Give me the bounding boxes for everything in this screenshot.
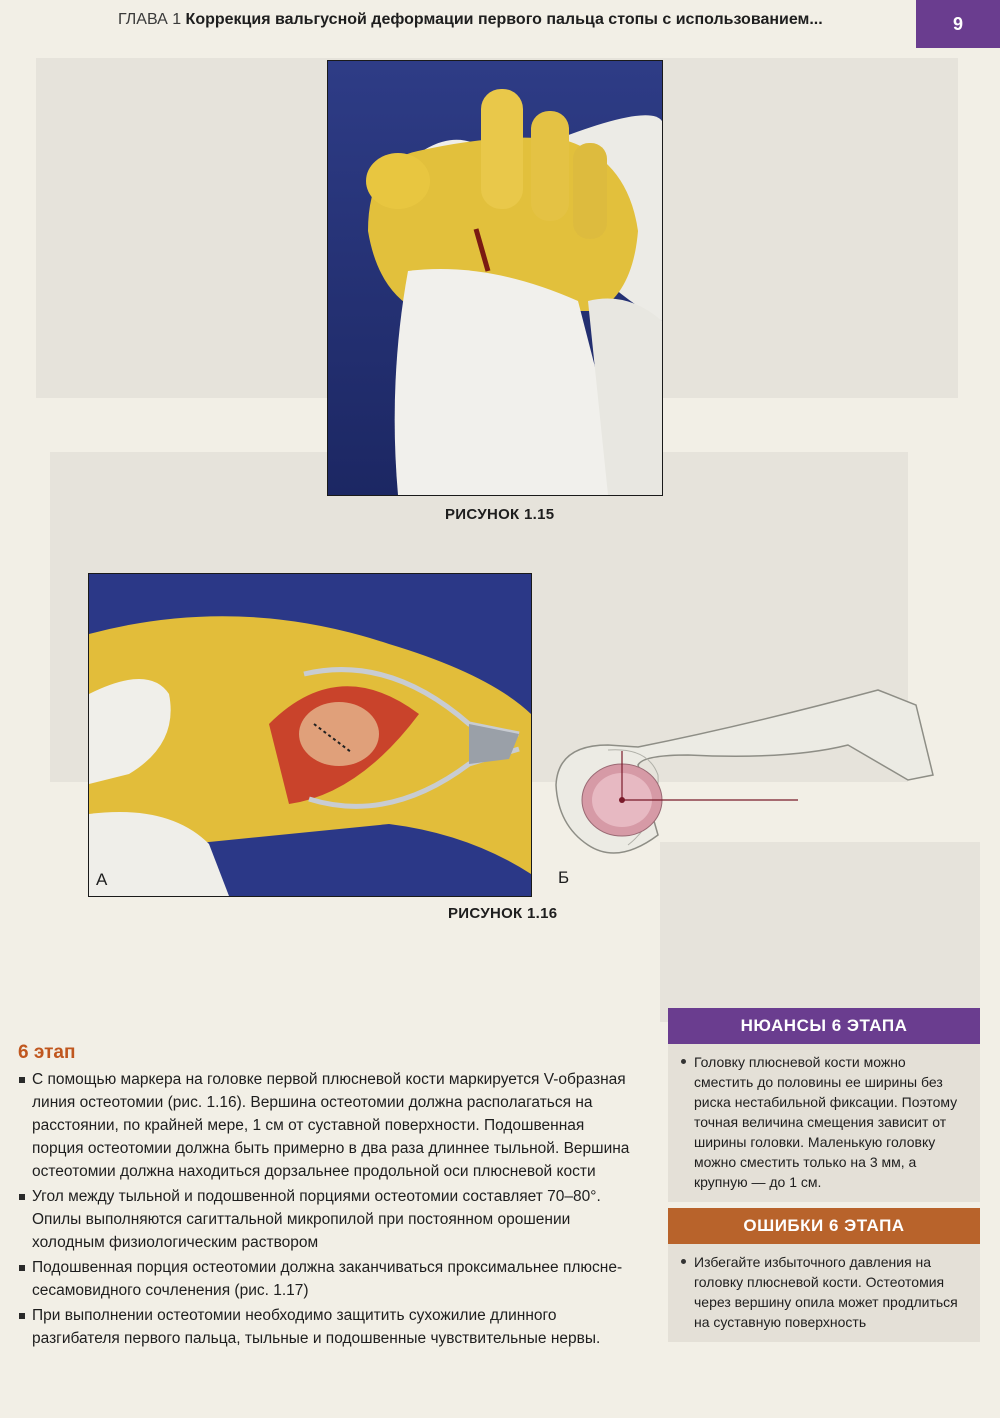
list-item: Подошвенная порция остеотомии должна заканчиваться проксимальнее плюсне-сесамовидного сочленения (рис. 1.17) bbox=[18, 1256, 638, 1302]
chapter-label: ГЛАВА 1 bbox=[118, 11, 182, 28]
errors-box-body bbox=[668, 1244, 980, 1342]
chapter-title: Коррекция вальгусной деформации первого пальца стопы с использованием... bbox=[185, 11, 823, 28]
errors-text: Избегайте избыточного давления на головку плюсневой кости. Остеотомия через вершину опила может продлиться на суставную поверхность bbox=[680, 1252, 968, 1332]
list-item: Угол между тыльной и подошвенной порциями остеотомии составляет 70–80°. Опилы выполняются сагиттальной микропилой при постоянном орошении холодным физиологическим раствором bbox=[18, 1185, 638, 1254]
foot-photo-image bbox=[328, 61, 662, 495]
nuances-box-title: НЮАНСЫ 6 ЭТАПА bbox=[668, 1008, 980, 1044]
figure-1-15-caption: РИСУНОК 1.15 bbox=[445, 506, 555, 523]
errors-box bbox=[668, 1208, 980, 1342]
errors-box-title: ОШИБКИ 6 ЭТАПА bbox=[668, 1208, 980, 1244]
page-number: 9 bbox=[916, 0, 1000, 48]
figure-1-16a-photo bbox=[88, 573, 532, 897]
nuances-box-body bbox=[668, 1044, 980, 1202]
nuances-box bbox=[668, 1008, 980, 1202]
figure-1-15-photo bbox=[327, 60, 663, 496]
section-heading: 6 этап bbox=[18, 1042, 76, 1063]
chapter-heading bbox=[118, 11, 823, 29]
list-item: С помощью маркера на головке первой плюсневой кости маркируется V-образная линия остеотомии (рис. 1.16). Вершина остеотомии должна располагаться на расстоянии, по крайней мере, 1 см от суставной поверхности. Подошвенная порция остеотомии должна быть примерно в два раза длиннее тыльной. Вершина остеотомии должна находиться дорзальнее продольной оси плюсневой кости bbox=[18, 1068, 638, 1183]
list-item: При выполнении остеотомии необходимо защитить сухожилие длинного разгибателя первого пальца, тыльные и подошвенные чувствительные нервы. bbox=[18, 1304, 638, 1350]
panel-label-a: А bbox=[96, 870, 108, 889]
surgery-photo-image bbox=[89, 574, 531, 896]
nuances-text: Головку плюсневой кости можно сместить до половины ее ширины без риска нестабильной фиксации. Поэтому точная величина смещения зависит от ширины головки. Маленькую головку можно сместить только на 3 мм, а крупную — до 1 см. bbox=[680, 1052, 968, 1192]
page-header bbox=[0, 0, 1000, 48]
figure-1-16-caption: РИСУНОК 1.16 bbox=[448, 905, 558, 922]
show-through-block bbox=[660, 842, 980, 1022]
figure-1-16b-drawing bbox=[548, 685, 938, 860]
panel-label-b: Б bbox=[558, 868, 570, 887]
osteotomy-steps-list bbox=[18, 1068, 638, 1352]
